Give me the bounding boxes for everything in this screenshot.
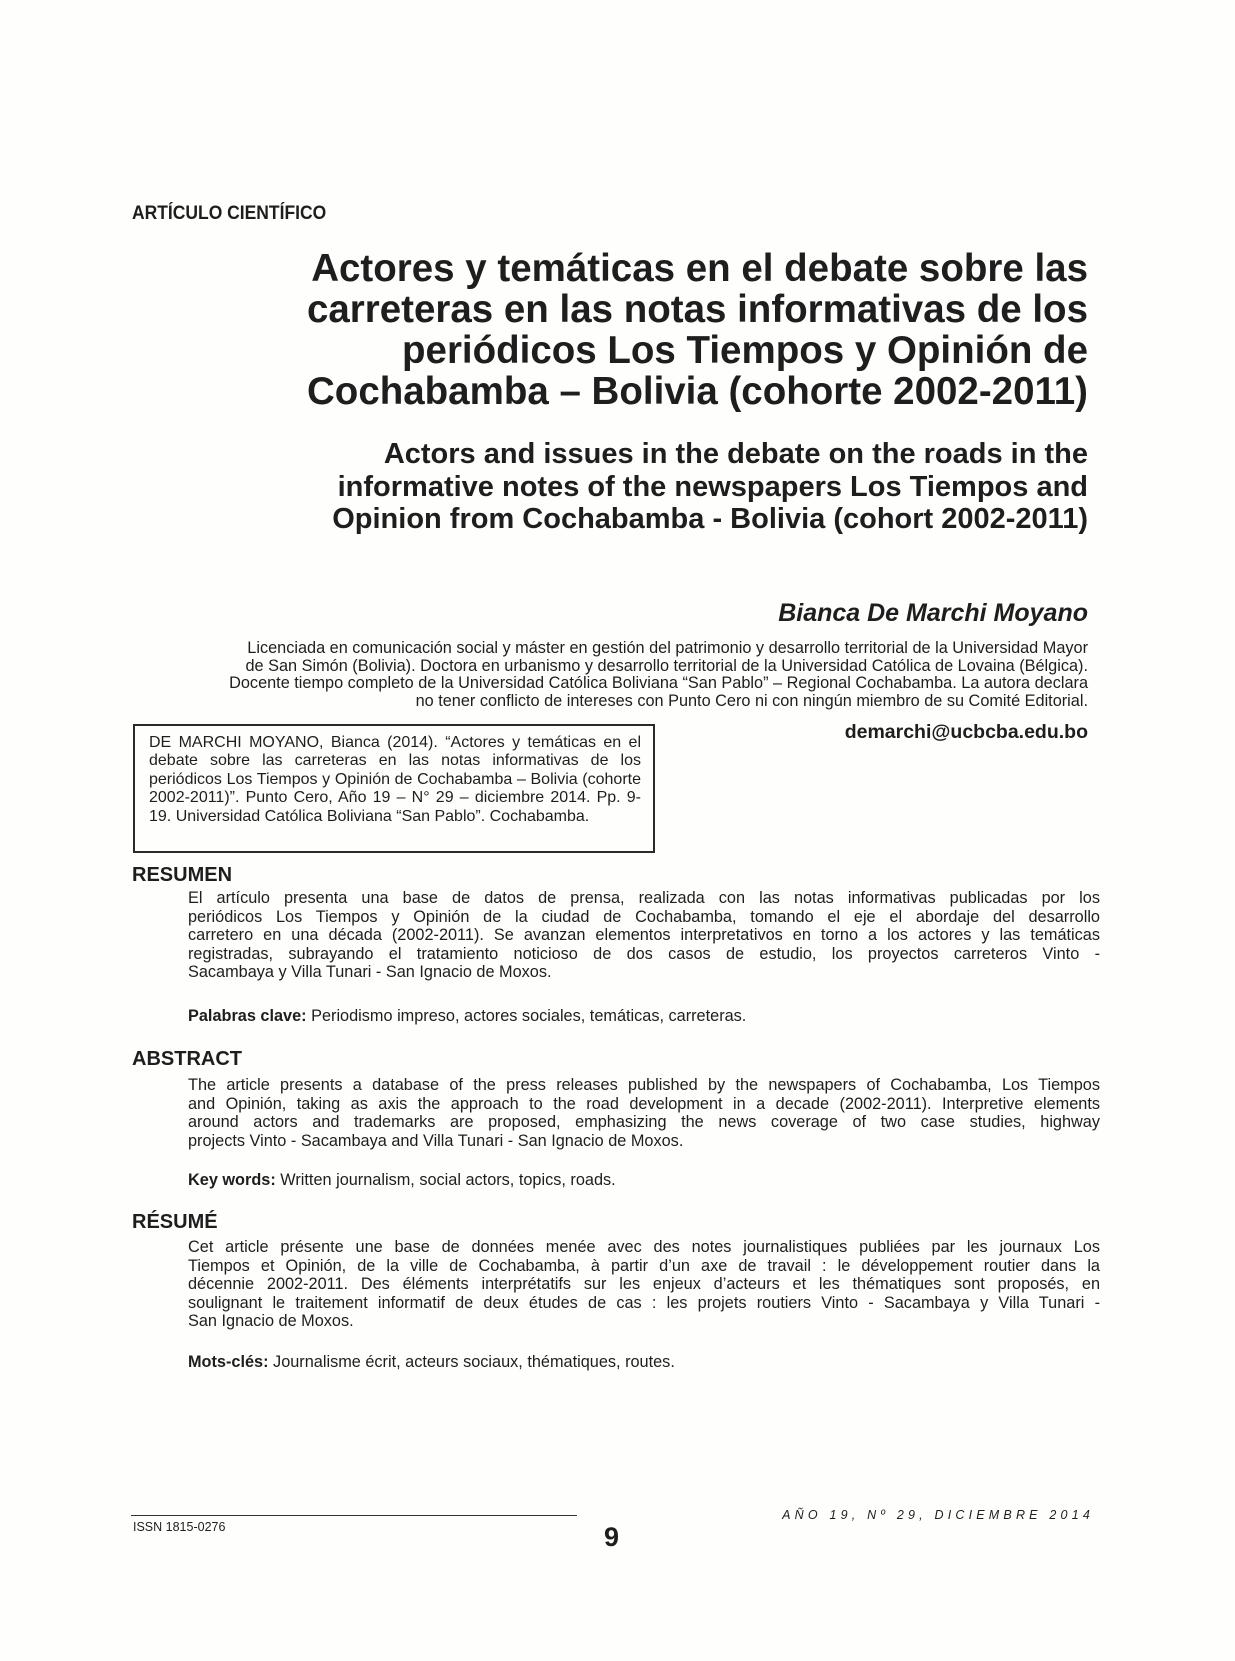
resume-line: soulignant le traitement informatif de deux études de cas : les projets routiers Vinto - Sacambaya y Villa Tunari - [188,1293,1100,1312]
keywords-text: Written journalism, social actors, topics, roads. [275,1171,616,1189]
resumen-body [188,889,1100,982]
title-spanish-line: periódicos Los Tiempos y Opinión de [402,329,1088,372]
citation-line: periódicos Los Tiempos y Opinión de Cochabamba – Bolivia (cohorte [149,770,641,788]
resume-heading: RÉSUMÉ [132,1211,218,1233]
title-spanish-line: Cochabamba – Bolivia (cohorte 2002-2011) [307,370,1088,413]
title-english [188,438,1088,536]
affiliation-line: Docente tiempo completo de la Universidad Católica Boliviana “San Pablo” – Regional Cochabamba. La autora declara [229,674,1088,692]
affiliation-line: Licenciada en comunicación social y máster en gestión del patrimonio y desarrollo territorial de la Universidad Mayor [247,639,1088,657]
keywords-label: Mots-clés: [188,1353,269,1371]
resumen-line: registradas, subrayando el tratamiento noticioso de dos casos de estudio, los proyectos carreteros Vinto - [188,944,1100,963]
footer-divider [131,1515,577,1516]
page-number: 9 [604,1522,620,1552]
resume-keywords [188,1353,675,1372]
abstract-heading: ABSTRACT [132,1048,242,1070]
resumen-heading: RESUMEN [132,864,233,886]
keywords-text: Journalisme écrit, acteurs sociaux, thématiques, routes. [268,1353,675,1371]
citation-text [149,734,641,826]
resume-line: décennie 2002-2011. Des éléments interprétatifs sur les enjeux d’acteurs et les thématiques sont proposés, en [188,1275,1100,1293]
resumen-keywords [188,1007,746,1026]
keywords-label: Palabras clave: [188,1007,307,1025]
citation-line: 2002-2011)”. Punto Cero, Año 19 – N° 29 – diciembre 2014. Pp. 9- [149,789,641,807]
title-english-line: Actors and issues in the debate on the roads in the [383,438,1088,470]
title-spanish-line: Actores y temáticas en el debate sobre las [311,247,1088,290]
citation-line: 19. Universidad Católica Boliviana “San Pablo”. Cochabamba. [149,807,590,825]
citation-box [133,724,655,853]
author-email[interactable]: demarchi@ucbcba.edu.bo [844,721,1088,743]
footer-issue: AÑO 19, Nº 29, DICIEMBRE 2014 [782,1508,1094,1522]
citation-line: debate sobre las carreteras en las notas informativas de los [149,752,641,770]
resumen-line: carretero en una década (2002-2011). Se avanzan elementos interpretativos en torno a los actores y las temáticas [188,926,1100,944]
resume-line: San Ignacio de Moxos. [188,1312,354,1330]
resumen-line: Sacambaya y Villa Tunari - San Ignacio de Moxos. [188,963,552,981]
author-affiliation [128,640,1088,710]
abstract-line: The article presents a database of the press releases published by the newspapers of Cochabamba, Los Tiempos [188,1076,1100,1094]
resume-line: Cet article présente une base de données menée avec des notes journalistiques publiées par les journaux Los [188,1238,1100,1256]
author-name: Bianca De Marchi Moyano [778,599,1088,627]
abstract-body [188,1076,1100,1150]
resume-body [188,1238,1100,1331]
affiliation-line: de San Simón (Bolivia). Doctora en urbanismo y desarrollo territorial de la Universidad Católica de Lovaina (Bélgica). [245,656,1088,675]
abstract-line: around actors and trademarks are proposed, emphasizing the news coverage of two case studies, highway [188,1113,1100,1131]
citation-line: DE MARCHI MOYANO, Bianca (2014). “Actores y temáticas en el [149,734,641,751]
title-english-line: informative notes of the newspapers Los Tiempos and [337,470,1088,503]
keywords-text: Periodismo impreso, actores sociales, temáticas, carreteras. [306,1007,747,1025]
title-spanish-line: carreteras en las notas informativas de los [306,288,1088,331]
abstract-keywords [188,1171,616,1190]
footer-issn: ISSN 1815-0276 [133,1520,226,1534]
resumen-line: periódicos Los Tiempos y Opinión de la ciudad de Cochabamba, tomando el eje el abordaje del desarrollo [188,907,1100,926]
resumen-line: El artículo presenta una base de datos de prensa, realizada con las notas informativas publicadas por los [188,889,1100,907]
abstract-line: projects Vinto - Sacambaya and Villa Tunari - San Ignacio de Moxos. [188,1131,684,1150]
resume-line: Tiempos et Opinión, de la ville de Cochabamba, à partir d’un axe de travail : le développement routier dans la [188,1256,1100,1275]
keywords-label: Key words: [188,1171,276,1189]
title-english-line: Opinion from Cochabamba - Bolivia (cohort 2002-2011) [332,503,1088,535]
affiliation-line: no tener conflicto de intereses con Punto Cero ni con ningún miembro de su Comité Editorial. [415,691,1088,710]
article-type-label: ARTÍCULO CIENTÍFICO [132,203,327,224]
title-spanish [188,248,1088,412]
abstract-line: and Opinión, taking as axis the approach to the road development in a decade (2002-2011). Interpretive elements [188,1094,1100,1113]
